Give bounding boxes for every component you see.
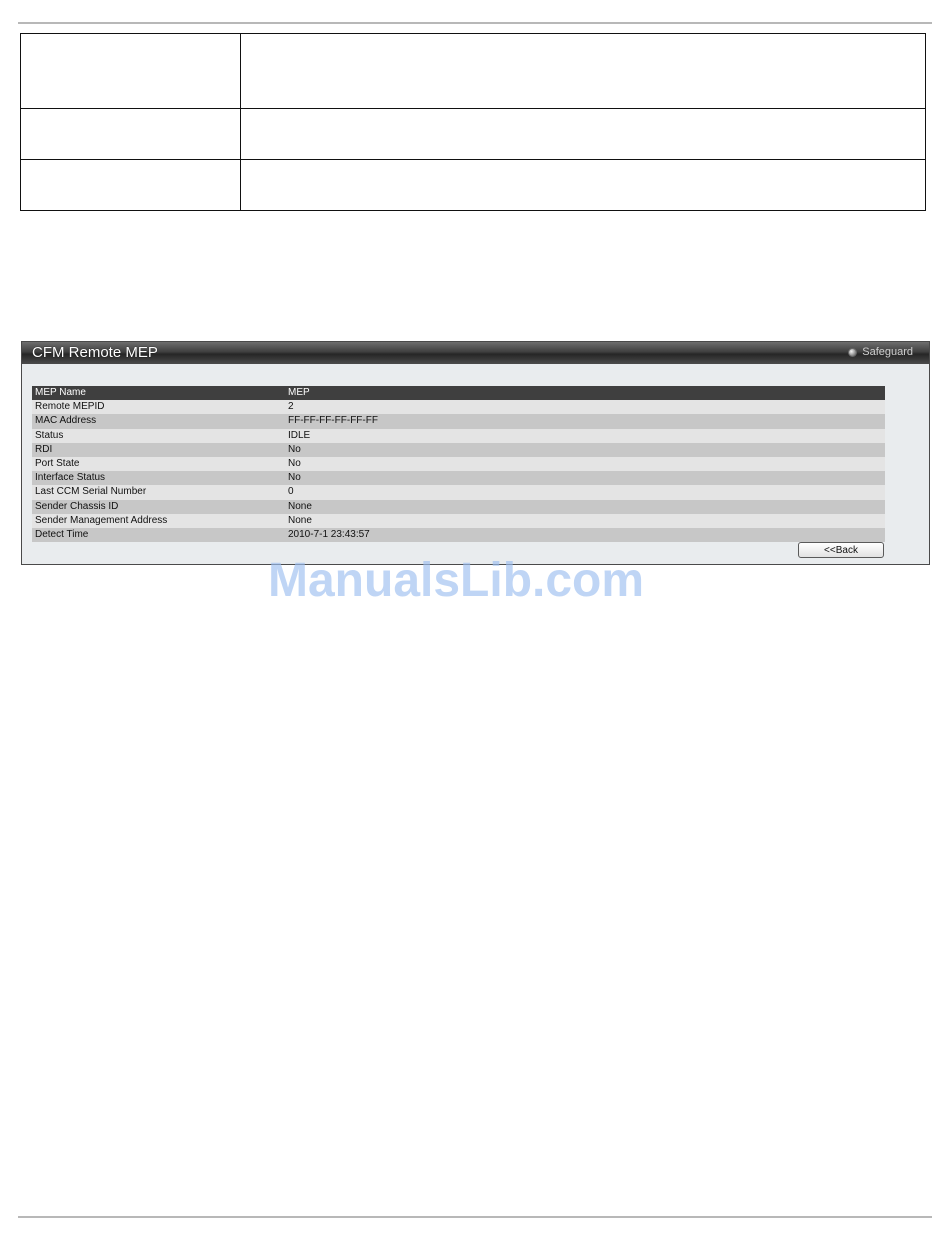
back-button[interactable]: <<Back xyxy=(798,542,884,558)
document-table-cell xyxy=(241,34,926,109)
table-row xyxy=(32,429,885,443)
row-value: No xyxy=(285,457,885,471)
safeguard-status-icon xyxy=(848,348,857,357)
bottom-rule xyxy=(18,1216,932,1218)
document-table-cell xyxy=(21,160,241,211)
row-value: 2 xyxy=(285,400,885,414)
row-value: 2010-7-1 23:43:57 xyxy=(285,528,885,542)
table-row xyxy=(32,443,885,457)
top-rule xyxy=(18,22,932,24)
document-table-cell xyxy=(21,34,241,109)
row-key: Detect Time xyxy=(32,528,285,542)
row-key: Sender Chassis ID xyxy=(32,500,285,514)
table-row xyxy=(32,457,885,471)
document-table-row xyxy=(21,160,926,211)
row-value: No xyxy=(285,443,885,457)
row-key: Interface Status xyxy=(32,471,285,485)
header-key: MEP Name xyxy=(32,386,285,400)
row-key: Last CCM Serial Number xyxy=(32,485,285,499)
row-value: No xyxy=(285,471,885,485)
safeguard-label: Safeguard xyxy=(862,346,913,358)
row-key: MAC Address xyxy=(32,414,285,428)
row-value: FF-FF-FF-FF-FF-FF xyxy=(285,414,885,428)
document-table-row xyxy=(21,109,926,160)
remote-mep-table xyxy=(32,386,885,542)
row-key: Sender Management Address xyxy=(32,514,285,528)
row-value: IDLE xyxy=(285,429,885,443)
row-value: None xyxy=(285,500,885,514)
table-header-row xyxy=(32,386,885,400)
row-key: RDI xyxy=(32,443,285,457)
row-key: Remote MEPID xyxy=(32,400,285,414)
table-row xyxy=(32,528,885,542)
safeguard-indicator[interactable] xyxy=(848,346,913,358)
table-row xyxy=(32,471,885,485)
row-key: Status xyxy=(32,429,285,443)
panel-title: CFM Remote MEP xyxy=(32,344,158,361)
document-table-row xyxy=(21,34,926,109)
row-value: 0 xyxy=(285,485,885,499)
watermark-text: ManualsLib.com xyxy=(268,554,645,607)
cfm-remote-mep-panel xyxy=(21,341,930,565)
table-row xyxy=(32,414,885,428)
document-table-cell xyxy=(241,109,926,160)
table-row xyxy=(32,500,885,514)
table-row xyxy=(32,400,885,414)
document-table-cell xyxy=(21,109,241,160)
document-table xyxy=(20,33,926,211)
table-row xyxy=(32,485,885,499)
row-value: None xyxy=(285,514,885,528)
document-table-cell xyxy=(241,160,926,211)
table-row xyxy=(32,514,885,528)
panel-header xyxy=(22,342,929,364)
header-value: MEP xyxy=(285,386,885,400)
row-key: Port State xyxy=(32,457,285,471)
